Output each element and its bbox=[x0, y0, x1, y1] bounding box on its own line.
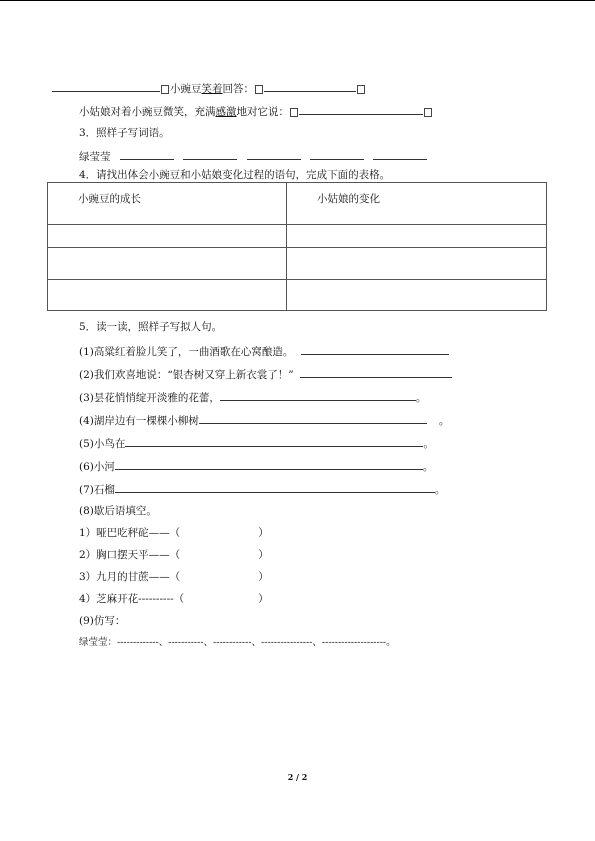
page-number: 2 / 2 bbox=[287, 772, 308, 782]
sentence-laughing-reply: 小豌豆笑着回答： bbox=[52, 80, 366, 96]
sentence-blank[interactable] bbox=[115, 481, 435, 493]
page-top-border bbox=[0, 0, 595, 1]
blank-marker-icon bbox=[255, 85, 263, 94]
sentence-blank[interactable] bbox=[115, 458, 423, 470]
answer-blank[interactable] bbox=[52, 80, 160, 92]
personification-sentence-6: (6)小河 。 bbox=[79, 458, 433, 474]
sentence-blank[interactable] bbox=[220, 389, 416, 401]
table-cell[interactable] bbox=[48, 225, 287, 248]
word-blank[interactable] bbox=[183, 148, 237, 160]
word-blank[interactable] bbox=[310, 148, 364, 160]
blank-marker-icon bbox=[357, 85, 365, 94]
table-cell[interactable] bbox=[287, 248, 547, 280]
personification-sentence-4: (4)湖岸边有一棵棵小柳树 。 bbox=[79, 412, 449, 428]
blank-marker-icon bbox=[290, 108, 298, 117]
q3-heading: 3．照样子写词语。 bbox=[79, 127, 170, 139]
answer-blank[interactable] bbox=[264, 80, 356, 92]
q9-heading: (9)仿写： bbox=[79, 615, 126, 627]
sentence-blank[interactable] bbox=[301, 343, 449, 355]
proverb-item-4: 4）芝麻开花----------（ ） bbox=[79, 593, 269, 605]
imitation-writing-row[interactable]: 绿莹莹：-------------、-----------、------------、----------------、--------------------。 bbox=[79, 637, 396, 648]
word-blank[interactable] bbox=[120, 148, 174, 160]
q4-heading: 4．请找出体会小豌豆和小姑娘变化过程的语句，完成下面的表格。 bbox=[79, 169, 391, 181]
change-table bbox=[47, 182, 547, 311]
q5-heading: 5．读一读，照样子写拟人句。 bbox=[79, 321, 223, 333]
blank-marker-icon bbox=[161, 85, 169, 94]
sentence-blank[interactable] bbox=[199, 412, 427, 424]
proverb-item-3: 3）九月的甘蔗——（ ） bbox=[79, 571, 269, 583]
answer-blank[interactable] bbox=[299, 103, 423, 115]
table-cell[interactable] bbox=[287, 225, 547, 248]
proverb-item-1: 1）哑巴吃秤砣——（ ） bbox=[79, 527, 269, 539]
sentence-blank[interactable] bbox=[300, 366, 452, 378]
personification-sentence-2: (2)我们欢喜地说：“银杏树又穿上新衣裳了！” bbox=[79, 366, 452, 382]
blank-marker-icon bbox=[424, 108, 432, 117]
table-header-girl: 小姑娘的变化 bbox=[287, 183, 547, 225]
sentence-blank[interactable] bbox=[125, 435, 423, 447]
sentence-grateful-speech: 小姑娘对着小豌豆微笑，充满感激地对它说： bbox=[79, 103, 433, 119]
personification-sentence-7: (7)石榴 。 bbox=[79, 481, 445, 497]
table-header-pea: 小豌豆的成长 bbox=[48, 183, 287, 225]
word-blank[interactable] bbox=[373, 148, 427, 160]
table-cell[interactable] bbox=[48, 248, 287, 280]
personification-sentence-1: (1)高粱红着脸儿笑了，一曲酒歌在心窝酿造。 bbox=[79, 343, 449, 359]
q8-heading: (8)歇后语填空。 bbox=[79, 505, 157, 517]
personification-sentence-3: (3)昙花悄悄绽开淡雅的花蕾， 。 bbox=[79, 389, 426, 405]
table-cell[interactable] bbox=[287, 280, 547, 311]
table-cell[interactable] bbox=[48, 280, 287, 311]
q3-word-row: 绿莹莹 bbox=[79, 148, 427, 164]
word-blank[interactable] bbox=[247, 148, 301, 160]
personification-sentence-5: (5)小鸟在 。 bbox=[79, 435, 434, 451]
proverb-item-2: 2）胸口摆天平——（ ） bbox=[79, 549, 269, 561]
